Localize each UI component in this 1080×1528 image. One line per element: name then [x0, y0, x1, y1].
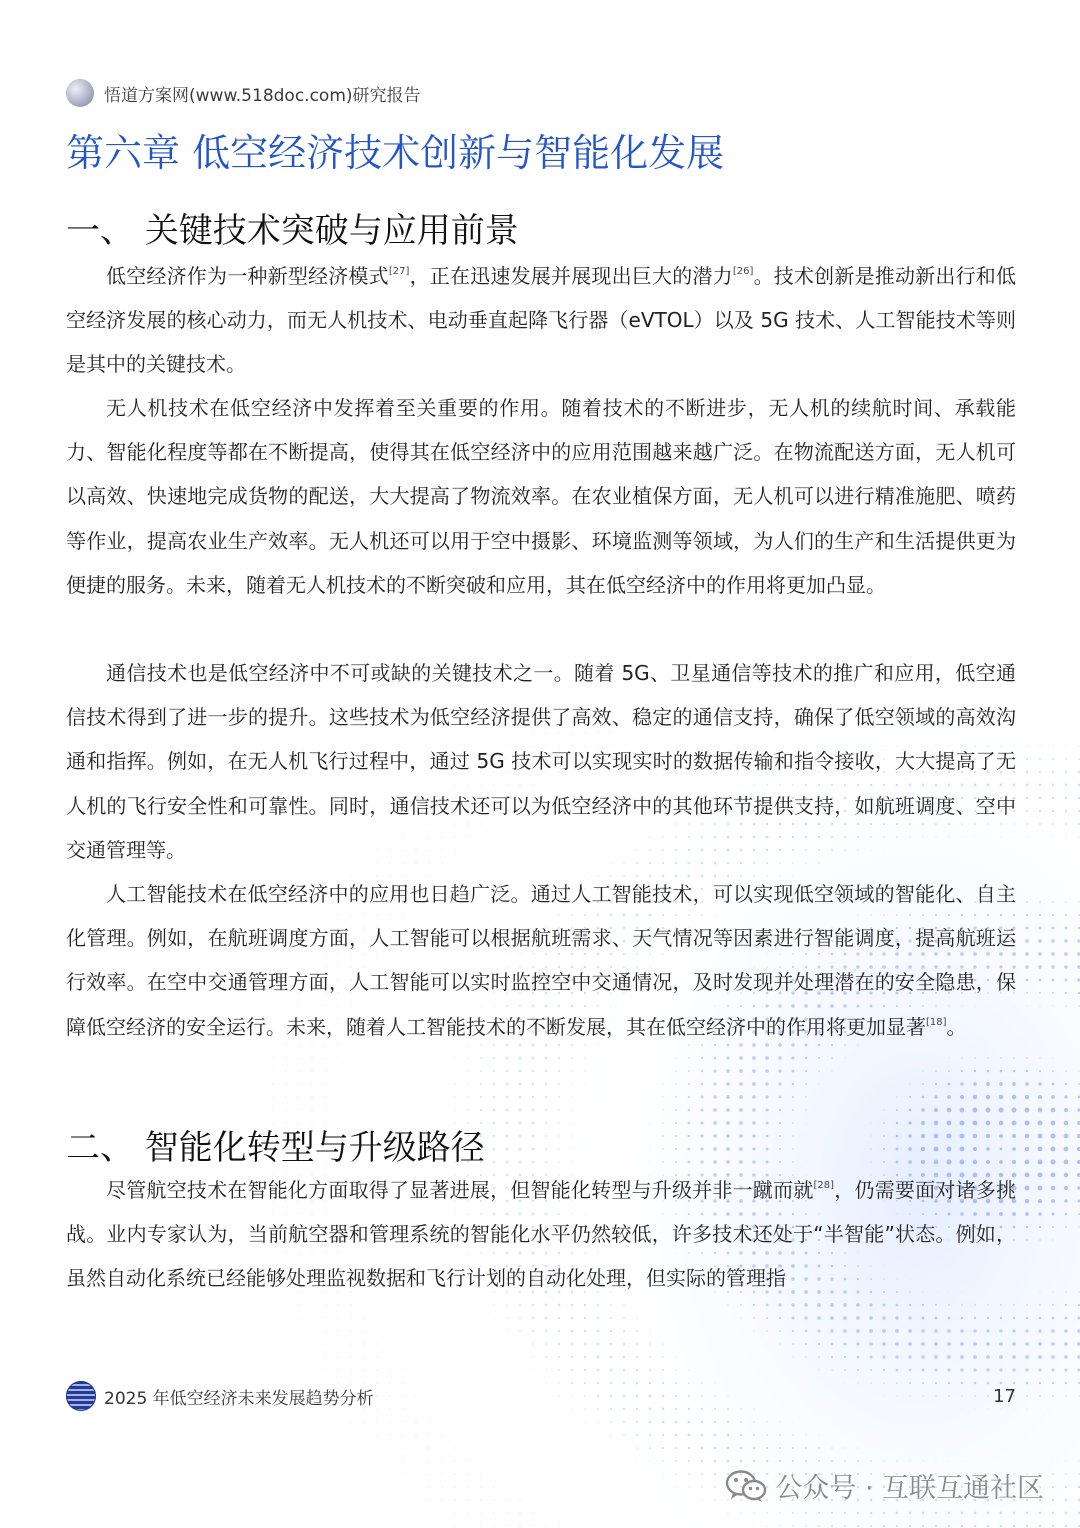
paragraph-1-text-a: 低空经济作为一种新型经济模式: [106, 264, 389, 288]
paragraph-1-text-b: ，正在迅速发展并展现出巨大的潜力: [409, 264, 733, 288]
page-number: 17: [993, 1385, 1016, 1407]
paragraph-5-text-a: 尽管航空技术在智能化方面取得了显著进展，但智能化转型与升级并非一蹴而就: [106, 1178, 814, 1202]
citation-26: [26]: [732, 266, 754, 277]
watermark-text: 公众号 · 互联互通社区: [775, 1473, 1044, 1504]
wechat-icon: [725, 1469, 767, 1503]
paragraph-1: [66, 254, 1016, 387]
paragraph-5-text-b: ，仍需要面对诸多挑战。业内专家认为，当前航空器和管理系统的智能化水平仍然较低，许多技术还处于“半智能”状态。例如，虽然自动化系统已经能够处理监视数据和飞行计划的自动化处理，但实际的管理指: [66, 1178, 1016, 1291]
paragraph-3: 通信技术也是低空经济中不可或缺的关键技术之一。随着 5G、卫星通信等技术的推广和应用，低空通信技术得到了进一步的提升。这些技术为低空经济提供了高效、稳定的通信支持，确保了低空领域的高效沟通和指挥。例如，在无人机飞行过程中，通过 5G 技术可以实现实时的数据传输和指令接收，大大提高了无人机的飞行安全性和可靠性。同时，通信技术还可以为低空经济中的其他环节提供支持，如航班调度、空中交通管理等。: [66, 661, 1016, 862]
paragraph-1-text-c: 。技术创新是推动新出行和低空经济发展的核心动力，而无人机技术、电动垂直起降飞行器（eVTOL）以及 5G 技术、人工智能技术等则是其中的关键技术。: [66, 264, 1016, 377]
paragraph-4-text-b: 。: [946, 1014, 967, 1039]
paragraph-2: 无人机技术在低空经济中发挥着至关重要的作用。随着技术的不断进步，无人机的续航时间、承载能力、智能化程度等都在不断提高，使得其在低空经济中的应用范围越来越广泛。在物流配送方面，无人机可以高效、快速地完成货物的配送，大大提高了物流效率。在农业植保方面，无人机可以进行精准施肥、喷药等作业，提高农业生产效率。无人机还可以用于空中摄影、环境监测等领域，为人们的生产和生活提供更为便捷的服务。未来，随着无人机技术的不断突破和应用，其在低空经济中的作用将更加凸显。: [66, 396, 1016, 597]
citation-18: [18]: [926, 1016, 947, 1028]
paragraph-4-text-a: 人工智能技术在低空经济中的应用也日趋广泛。通过人工智能技术，可以实现低空领域的智能化、自主化管理。例如，在航班调度方面，人工智能可以根据航班需求、天气情况等因素进行智能调度，提高航班运行效率。在空中交通管理方面，人工智能可以实时监控空中交通情况，及时发现并处理潜在的安全隐患，保障低空经济的安全运行。未来，随着人工智能技术的不断发展，其在低空经济中的作用将更加显著: [66, 882, 1016, 1039]
page-header: [66, 78, 421, 108]
chapter-title: 第六章 低空经济技术创新与智能化发展: [66, 131, 725, 175]
page-footer: [66, 1380, 1016, 1412]
report-logo-icon: [66, 1381, 96, 1411]
citation-28: [28]: [813, 1180, 835, 1191]
site-logo-icon: [66, 79, 94, 107]
wechat-watermark: [725, 1466, 1044, 1505]
section-title-1: 一、 关键技术突破与应用前景: [66, 211, 519, 251]
citation-27: [27]: [388, 266, 410, 277]
section-title-2: 二、 智能化转型与升级路径: [66, 1128, 485, 1168]
header-text: 悟道方案网(www.518doc.com)研究报告: [104, 85, 421, 106]
paragraph-5: [66, 1168, 1016, 1301]
paragraph-4: [66, 872, 1016, 1049]
footer-title: 2025 年低空经济未来发展趋势分析: [104, 1388, 374, 1409]
